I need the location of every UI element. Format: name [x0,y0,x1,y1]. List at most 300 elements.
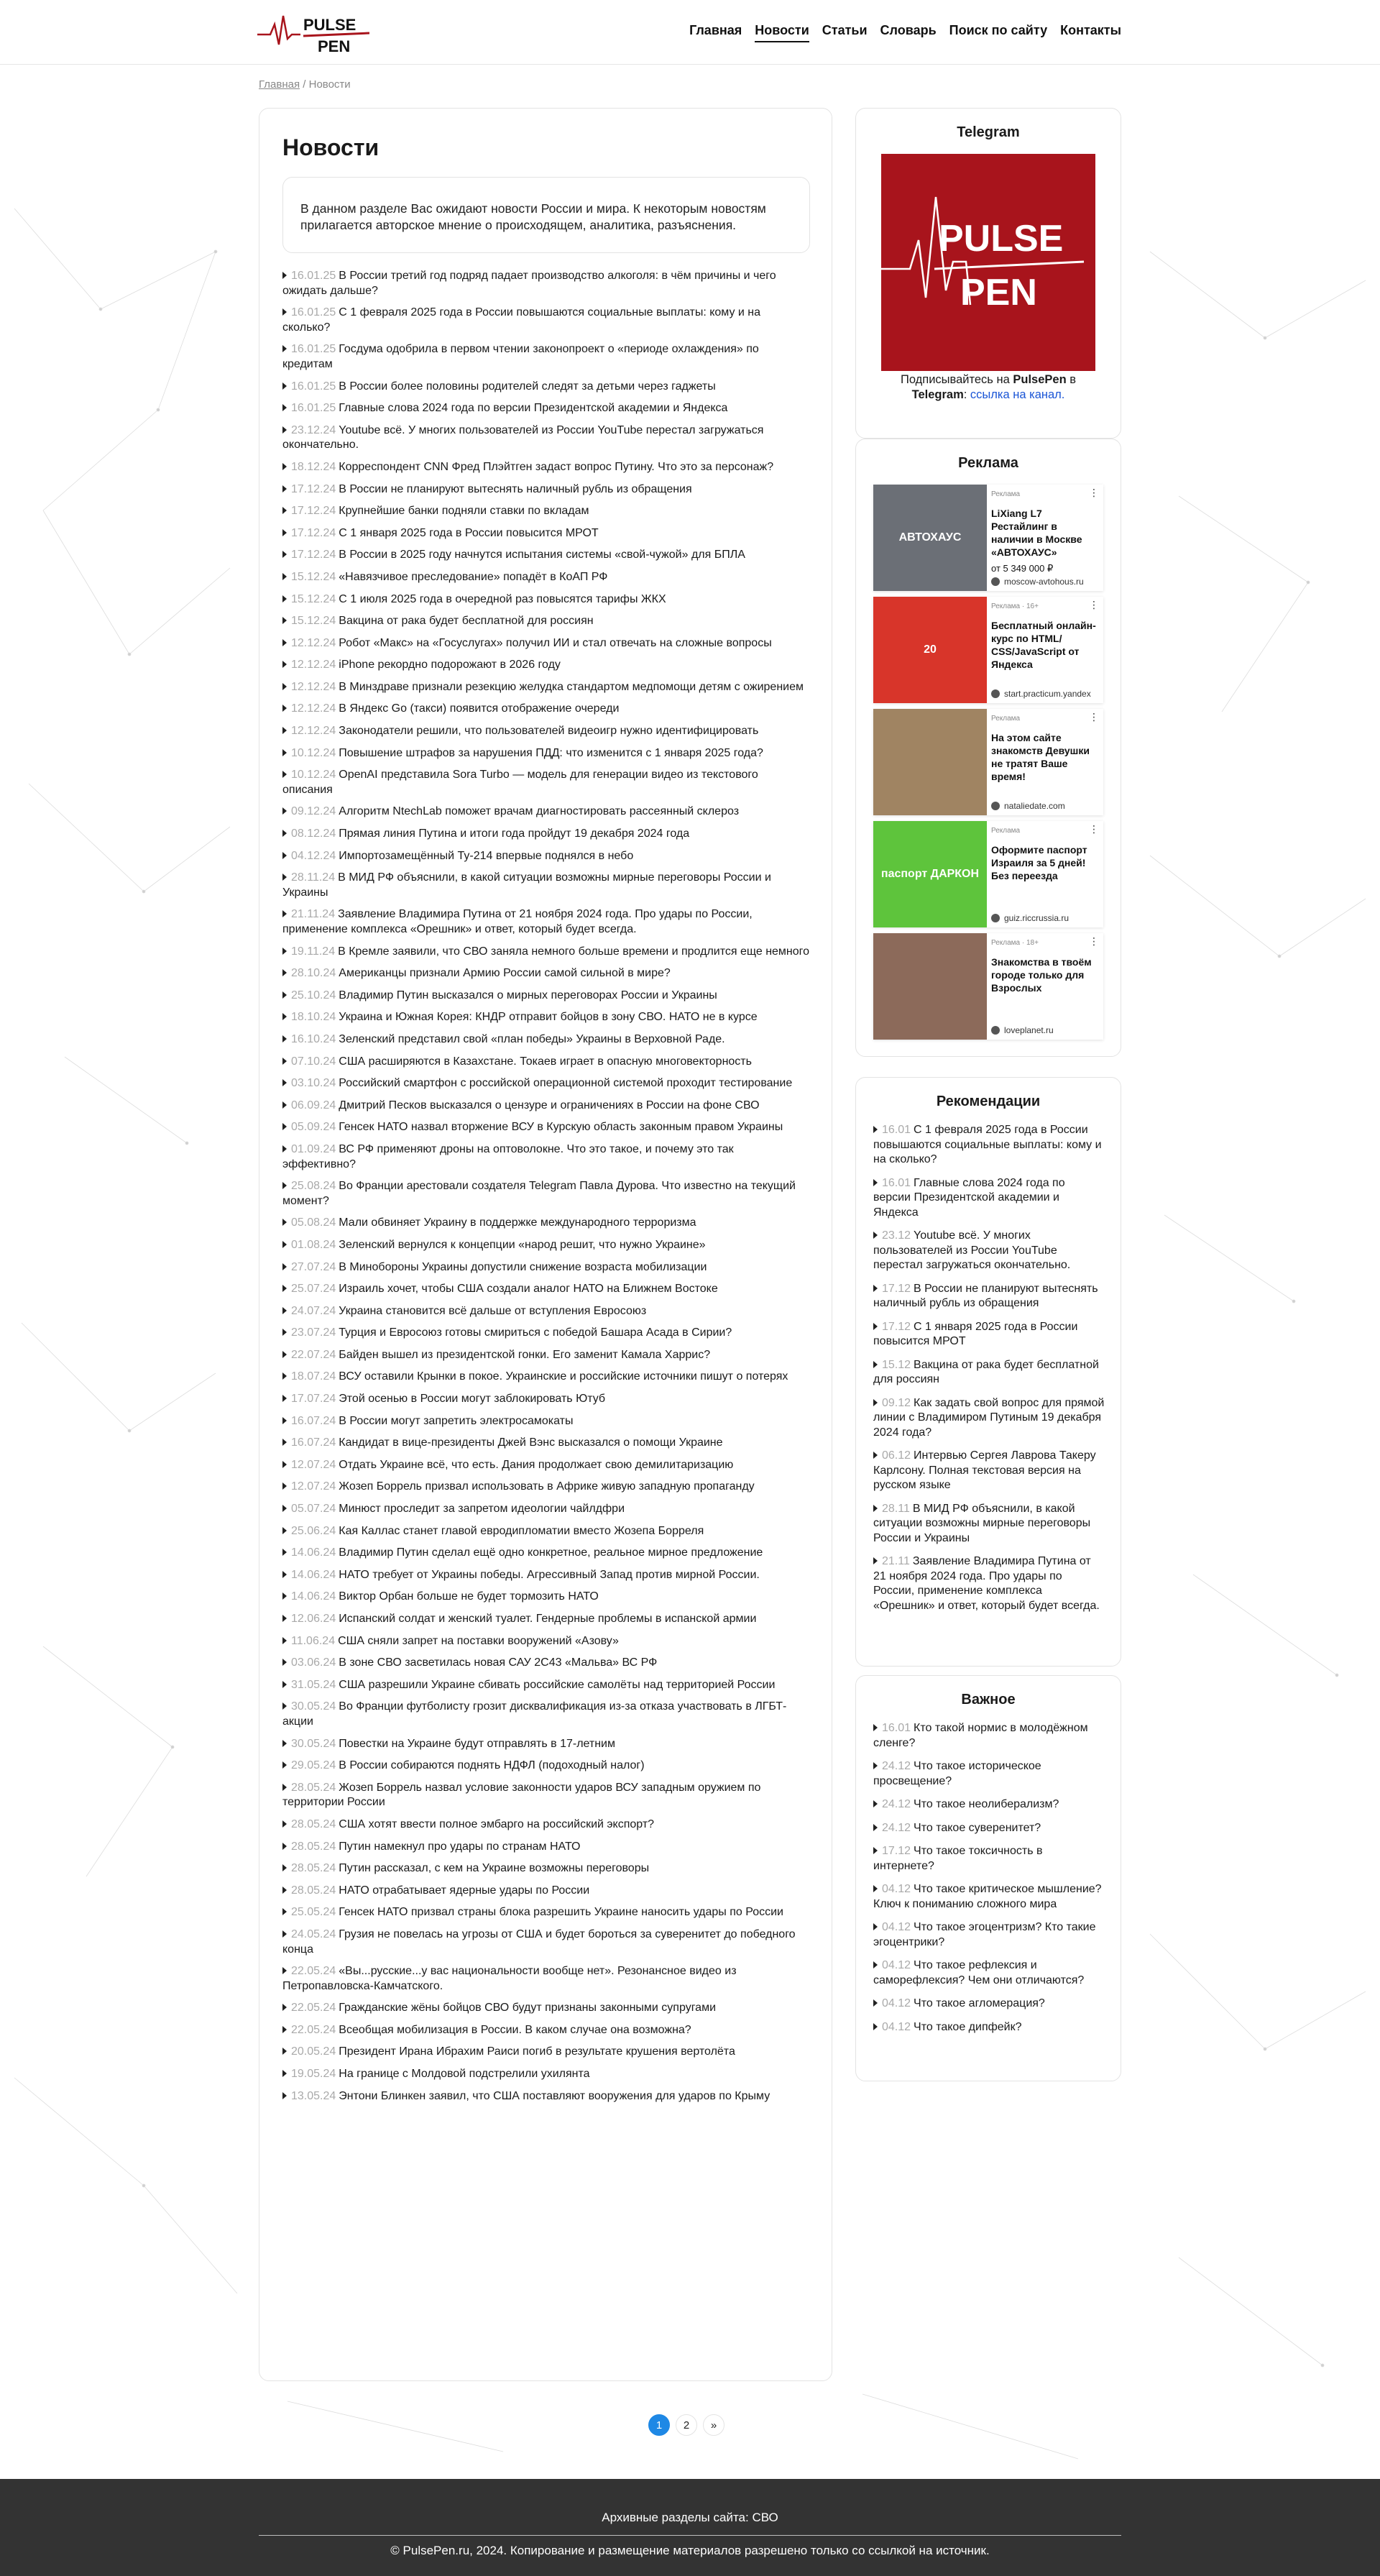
pagination [648,2414,724,2436]
news-date: 12.07.24 [291,1458,336,1471]
recommend-item[interactable] [873,1176,1105,1221]
news-date: 14.06.24 [291,1568,336,1581]
recommend-item[interactable] [873,1554,1105,1613]
news-title-link[interactable]: iPhone рекордно подорожают в 2026 году [339,659,561,671]
ad-title[interactable]: LiXiang L7 Рестайлинг в наличии в Москве «АВТОХАУС» [991,508,1082,558]
news-item[interactable] [282,614,810,629]
news-title-link[interactable]: ВСУ оставили Крынки в покое. Украинские и российские источники пишут о потерях [339,1370,788,1383]
news-item[interactable] [282,1120,810,1135]
news-item[interactable] [282,1964,810,1994]
breadcrumb-current: Новости [308,78,351,91]
news-item[interactable] [282,1524,810,1539]
news-date: 30.05.24 [291,1737,336,1750]
news-title-link[interactable]: Зеленский вернулся к концепции «народ решит, что нужно Украине» [339,1238,706,1251]
ad-body [987,597,1103,703]
important-item[interactable] [873,1721,1105,1751]
news-title-link[interactable]: OpenAI представила Sora Turbo — модель для генерации видео из текстового описания [282,769,758,796]
important-link[interactable]: Что такое историческое просвещение? [873,1760,1041,1787]
news-item[interactable] [282,1590,810,1605]
news-date: 16.01.25 [291,380,336,393]
news-title-link[interactable]: США разрешили Украине сбивать российские самолёты над территорией России [339,1678,776,1691]
news-title-link[interactable]: США сняли запрет на поставки вооружений «Азову» [338,1634,619,1647]
news-item[interactable] [282,526,810,541]
important-item[interactable] [873,1958,1105,1988]
recommendations-title: Рекомендации [936,1094,1041,1109]
important-link[interactable]: Что такое неолиберализм? [914,1798,1059,1810]
news-item[interactable] [282,1260,810,1275]
news-date: 25.07.24 [291,1283,336,1296]
news-item[interactable] [282,2001,810,2016]
news-date: 23.12.24 [291,423,336,436]
news-item[interactable] [282,306,810,335]
important-item[interactable] [873,1821,1105,1836]
news-title-link[interactable]: Крупнейшие банки подняли ставки по вкладам [339,505,589,518]
news-title-link[interactable]: Американцы признали Армию России самой сильной в мире? [339,967,671,980]
breadcrumb-separator: / [300,78,309,91]
news-item[interactable] [282,871,810,900]
important-item[interactable] [873,1920,1105,1950]
news-item[interactable] [282,746,810,761]
news-title-link[interactable]: Жозеп Боррель призвал использовать в Африке живую западную пропаганду [339,1480,755,1493]
important-link[interactable]: Что такое токсичность в интернете? [873,1845,1043,1872]
news-title-link[interactable]: «Навязчивое преследование» попадёт в КоАП РФ [339,570,608,583]
news-date: 28.05.24 [291,1862,336,1875]
important-widget [855,1675,1121,2081]
news-title-link[interactable]: В Минобороны Украины допустили снижение возраста мобилизации [339,1260,707,1273]
intro-box: В данном разделе Вас ожидают новости России и мира. К некоторым новостям прилагается авторское мнение о происходящем, аналитика, разъяснения. [282,177,810,253]
news-item[interactable] [282,1905,810,1920]
news-item[interactable] [282,1458,810,1473]
news-item[interactable] [282,1326,810,1341]
news-item[interactable] [282,1700,810,1729]
news-date: 16.10.24 [291,1032,336,1045]
news-date: 16.01.25 [291,270,336,282]
news-title-link[interactable]: Украина и Южная Корея: КНДР отправит бойцов в зону СВО. НАТО не в курсе [339,1011,758,1024]
news-item[interactable] [282,570,810,585]
news-item[interactable] [282,1861,810,1876]
news-title-link[interactable]: Этой осенью в России могут заблокировать Ютуб [339,1393,606,1406]
news-title-link[interactable]: Вакцина от рака будет бесплатной для россиян [339,615,594,628]
recommend-date: 06.12 [882,1449,911,1462]
news-title-link[interactable]: Всеобщая мобилизация в России. В каком случае она возможна? [339,2023,691,2036]
ad-tag: Реклама · 18+ [991,939,1039,947]
news-title-link[interactable]: США хотят ввести полное эмбарго на российский экспорт? [339,1818,655,1830]
important-link[interactable]: Что такое суверенитет? [914,1821,1041,1834]
important-item[interactable] [873,2020,1105,2035]
news-item[interactable] [282,1818,810,1833]
news-date: 13.05.24 [291,2089,336,2102]
more-options-icon[interactable]: ⋮ [1089,935,1099,947]
news-item[interactable] [282,702,810,717]
news-item[interactable] [282,504,810,519]
news-item[interactable] [282,1348,810,1363]
important-item[interactable] [873,1759,1105,1789]
news-title-link[interactable]: Кандидат в вице-президенты Джей Вэнс высказался о помощи Украине [339,1436,723,1449]
recommend-link[interactable]: Заявление Владимира Путина от 21 ноября 2024 года. Про удары по России, применение комплекса «Орешник» и ответ, который будет всегда. [873,1555,1100,1612]
ad-card[interactable] [873,933,1103,1040]
news-item[interactable] [282,423,810,453]
news-title-link[interactable]: В зоне СВО засветилась новая САУ 2С43 «Мальва» ВС РФ [339,1656,658,1669]
news-title-link[interactable]: Отдать Украине всё, что есть. Дания продолжает свою демилитаризацию [339,1458,734,1471]
news-date: 04.12.24 [291,849,336,862]
news-item[interactable] [282,1076,810,1091]
ad-title[interactable]: Бесплатный онлайн-курс по HTML/ CSS/JavaScript от Яндекса [991,620,1096,670]
news-title-link[interactable]: Гражданские жёны бойцов СВО будут признаны законными супругами [339,2002,717,2014]
more-options-icon[interactable]: ⋮ [1089,599,1099,610]
news-title-link[interactable]: Украина становится всё дальше от вступления Евросоюз [339,1304,647,1317]
important-title: Важное [961,1692,1016,1708]
news-date: 03.10.24 [291,1077,336,1090]
news-item[interactable] [282,1737,810,1752]
recommend-link[interactable]: Главные слова 2024 года по версии Президентской академии и Яндекса [873,1176,1065,1219]
news-item[interactable] [282,1781,810,1810]
news-title-link[interactable]: Заявление Владимира Путина от 21 ноября 2024 года. Про удары по России, применение комплекса «Орешник» и ответ, который будет всегда. [282,908,753,935]
news-title-link[interactable]: В России третий год подряд падает производство алкоголя: в чём причины и чего ожидать дальше? [282,270,776,297]
svg-text:PEN: PEN [318,37,351,55]
news-title-link[interactable]: В России не планируют вытеснять наличный рубль из обращения [339,482,692,495]
news-item[interactable] [282,342,810,372]
pulsepen-logo[interactable] [257,10,369,55]
recommend-item[interactable] [873,1502,1105,1546]
news-item[interactable] [282,768,810,797]
telegram-text-colon: : [963,388,970,401]
news-date: 31.05.24 [291,1678,336,1691]
important-link[interactable]: Что такое рефлексия и саморефлексия? Чем они отличаются? [873,1959,1085,1986]
news-item[interactable] [282,1480,810,1495]
important-link[interactable]: Что такое агломерация? [914,1997,1045,2009]
recommend-item[interactable] [873,1123,1105,1168]
telegram-channel-logo[interactable] [881,154,1095,371]
news-title-link[interactable]: Испанский солдат и женский туалет. Гендерные проблемы в испанской армии [339,1613,757,1625]
important-item[interactable] [873,1797,1105,1812]
news-date: 28.05.24 [291,1840,336,1853]
recommend-link[interactable]: Интервью Сергея Лаврова Такеру Карлсону. Полная текстовая версия на русском языке [873,1449,1096,1491]
nav-link-4[interactable]: Поиск по сайту [949,23,1048,37]
news-title-link[interactable]: Минюст проследит за запретом идеологии чайлдфри [339,1503,625,1516]
news-title-link[interactable]: Израиль хочет, чтобы США создали аналог НАТО на Ближнем Востоке [339,1283,718,1296]
news-item[interactable] [282,482,810,498]
news-title-link[interactable]: НАТО отрабатывает ядерные удары по России [339,1884,590,1897]
news-date: 05.08.24 [291,1216,336,1229]
page-button-0[interactable]: 1 [648,2414,670,2436]
page-title: Новости [282,134,380,160]
news-item[interactable] [282,1612,810,1627]
recommend-item[interactable] [873,1358,1105,1388]
news-title-link[interactable]: Владимир Путин высказался о мирных переговорах России и Украины [339,989,717,1001]
news-item[interactable] [282,1414,810,1429]
news-item[interactable] [282,907,810,937]
news-item[interactable] [282,2067,810,2082]
telegram-channel-link[interactable]: ссылка на канал. [970,388,1065,401]
news-title-link[interactable]: С 1 июля 2025 года в очередной раз повысятся тарифы ЖКХ [339,592,666,605]
news-date: 22.05.24 [291,2023,336,2036]
news-date: 19.05.24 [291,2068,336,2081]
news-title-link[interactable]: «Вы...русские...у вас национальности вообще нет». Резонансное видео из Петропавловска-Камчатского. [282,1965,737,1992]
news-title-link[interactable]: В Кремле заявили, что СВО заняла немного больше времени и продлится еще немного [338,945,810,958]
important-list [856,1721,1121,2035]
news-item[interactable] [282,827,810,842]
news-date: 22.05.24 [291,2002,336,2014]
recommend-date: 21.11 [882,1555,910,1567]
news-item[interactable] [282,1216,810,1231]
news-title-link[interactable]: Виктор Орбан больше не будет тормозить НАТО [339,1590,599,1603]
news-item[interactable] [282,805,810,820]
news-title-link[interactable]: Генсек НАТО назвал вторжение ВСУ в Курскую область законным правом Украины [339,1121,783,1134]
news-title-link[interactable]: НАТО требует от Украины победы. Агрессивный Запад против мирной России. [339,1568,760,1581]
news-item[interactable] [282,1142,810,1172]
news-title-link[interactable]: США расширяются в Казахстане. Токаев играет в опасную многовекторность [339,1055,752,1068]
news-title-link[interactable]: Турция и Евросоюз готовы смириться с победой Башара Асада в Сирии? [339,1326,732,1339]
recommend-link[interactable]: С 1 января 2025 года в России повысится МРОТ [873,1320,1078,1347]
news-date: 16.01.25 [291,343,336,356]
news-item[interactable] [282,2023,810,2038]
news-title-link[interactable]: Президент Ирана Ибрахим Раиси погиб в результате крушения вертолёта [339,2045,735,2058]
ad-source[interactable]: loveplanet.ru [991,1025,1099,1035]
news-item[interactable] [282,1678,810,1693]
news-item[interactable] [282,1099,810,1114]
recommend-item[interactable] [873,1320,1105,1349]
more-options-icon[interactable]: ⋮ [1089,711,1099,723]
ad-image[interactable] [873,709,987,815]
important-link[interactable]: Что такое критическое мышление? Ключ к пониманию сложного мира [873,1883,1102,1910]
news-item[interactable] [282,945,810,960]
news-title-link[interactable]: В России собираются поднять НДФЛ (подоходный налог) [339,1759,645,1772]
news-date: 12.12.24 [291,702,336,715]
recommend-date: 15.12 [882,1358,911,1371]
news-item[interactable] [282,1055,810,1070]
ad-title[interactable]: На этом сайте знакомств Девушки не тратят Ваше время! [991,732,1090,782]
news-date: 18.07.24 [291,1370,336,1383]
ad-price: от 5 349 000 ₽ [991,563,1054,574]
news-item[interactable] [282,1656,810,1671]
news-date: 15.12.24 [291,570,336,583]
news-date: 29.05.24 [291,1759,336,1772]
news-date: 12.12.24 [291,725,336,738]
news-date: 17.12.24 [291,526,336,539]
news-date: 14.06.24 [291,1590,336,1603]
news-title-link[interactable]: С 1 февраля 2025 года в России повышаются социальные выплаты: кому и на сколько? [282,306,761,334]
page-button-1[interactable]: 2 [676,2414,697,2436]
news-title-link[interactable]: Зеленский представил свой «план победы» Украины в Верховной Раде. [339,1032,725,1045]
news-item[interactable] [282,989,810,1004]
news-title-link[interactable]: Владимир Путин сделал ещё одно конкретное, реальное мирное предложение [339,1546,763,1559]
news-item[interactable] [282,724,810,739]
news-title-link[interactable]: Алгоритм NtechLab поможет врачам диагностировать рассеянный склероз [339,805,740,818]
svg-text:PEN: PEN [960,272,1037,313]
news-title-link[interactable]: Во Франции футболисту грозит дисквалификация из-за отказа участвовать в ЛГБТ-акции [282,1700,787,1728]
news-item[interactable] [282,1436,810,1451]
nav-link-3[interactable]: Словарь [880,23,937,37]
recommend-link[interactable]: Youtube всё. У многих пользователей из России YouTube перестал загружаться окончательно. [873,1229,1071,1271]
news-title-link[interactable]: В МИД РФ объяснили, в какой ситуации возможны мирные переговоры России и Украины [282,871,771,899]
news-item[interactable] [282,1304,810,1319]
news-date: 28.10.24 [291,967,336,980]
news-title-link[interactable]: В России могут запретить электросамокаты [339,1414,574,1427]
news-item[interactable] [282,1634,810,1649]
news-item[interactable] [282,380,810,395]
more-options-icon[interactable]: ⋮ [1089,487,1099,498]
ad-image[interactable] [873,933,987,1040]
news-date: 17.12.24 [291,549,336,562]
news-item[interactable] [282,1759,810,1774]
news-title-link[interactable]: В России в 2025 году начнутся испытания системы «свой-чужой» для БПЛА [339,549,745,562]
news-item[interactable] [282,1568,810,1583]
news-item[interactable] [282,401,810,416]
recommendations-list [856,1123,1121,1613]
ad-title[interactable]: Оформите паспорт Израиля за 5 дней! Без переезда [991,844,1087,881]
ad-source[interactable]: guiz.riccrussia.ru [991,913,1099,923]
news-title-link[interactable]: ВС РФ применяют дроны на оптоволокне. Что это такое, и почему это так эффективно? [282,1142,734,1170]
news-item[interactable] [282,2089,810,2104]
news-date: 21.11.24 [291,908,336,921]
news-item[interactable] [282,1282,810,1297]
news-title-link[interactable]: Законодатели решили, что пользователей видеоигр нужно идентифицировать [339,725,759,738]
nav-link-2[interactable]: Статьи [822,23,868,37]
news-title-link[interactable]: Корреспондент CNN Фред Плэйтген задаст вопрос Путину. Что это за персонаж? [339,460,774,473]
recommend-item[interactable] [873,1229,1105,1273]
news-title-link[interactable]: Дмитрий Песков высказался о цензуре и ограничениях в России на фоне СВО [339,1099,760,1111]
ad-card[interactable] [873,597,1103,703]
ad-image-label: 20 [924,643,937,656]
ad-tag: Реклама · 16+ [991,602,1039,610]
important-item[interactable] [873,1997,1105,2012]
news-item[interactable] [282,1179,810,1209]
page-button-2[interactable]: » [703,2414,724,2436]
ads-title: Реклама [958,455,1018,471]
important-link[interactable]: Кто такой нормис в молодёжном сленге? [873,1722,1088,1749]
important-item[interactable] [873,1882,1105,1912]
nav-link-1[interactable]: Новости [755,23,809,42]
news-date: 23.07.24 [291,1326,336,1339]
news-item[interactable] [282,592,810,608]
news-title-link[interactable]: На границе с Молдовой подстрелили ухилянта [339,2068,590,2081]
ad-card[interactable] [873,485,1103,591]
news-title-link[interactable]: Во Франции арестовали создателя Telegram Павла Дурова. Что известно на текущий момент? [282,1180,796,1207]
ad-image[interactable] [873,821,987,927]
ad-card[interactable] [873,821,1103,927]
news-title-link[interactable]: Жозеп Боррель назвал условие законности ударов ВСУ западным оружием по территории России [282,1781,761,1809]
news-title-link[interactable]: В Минздраве признали резекцию желудка стандартом медпомощи детям с ожирением [339,680,804,693]
news-title-link[interactable]: Прямая линия Путина и итоги года пройдут 19 декабря 2024 года [339,828,690,840]
ad-image[interactable] [873,597,987,703]
news-date: 27.07.24 [291,1260,336,1273]
news-title-link[interactable]: Главные слова 2024 года по версии Президентской академии и Яндекса [339,402,728,415]
news-item[interactable] [282,1238,810,1253]
news-item[interactable] [282,269,810,298]
recommend-link[interactable]: В МИД РФ объяснили, в какой ситуации возможны мирные переговоры России и Украины [873,1502,1091,1544]
news-item[interactable] [282,548,810,563]
news-date: 08.12.24 [291,828,336,840]
important-link[interactable]: Что такое эгоцентризм? Кто такие эгоцентрики? [873,1921,1096,1948]
news-title-link[interactable]: Путин намекнул про удары по странам НАТО [339,1840,581,1853]
news-title-link[interactable]: Генсек НАТО призвал страны блока разрешить Украине наносить удары по России [339,1906,783,1919]
news-item[interactable] [282,1840,810,1855]
news-date: 28.05.24 [291,1884,336,1897]
ad-source[interactable]: nataliedate.com [991,801,1099,811]
ad-image-label: АВТОХАУС [898,531,962,544]
news-date: 28.05.24 [291,1781,336,1794]
important-link[interactable]: Что такое дипфейк? [914,2020,1022,2033]
footer-archive-link-svo[interactable]: СВО [752,2511,778,2524]
recommend-item[interactable] [873,1449,1105,1493]
news-item[interactable] [282,1392,810,1407]
recommend-item[interactable] [873,1282,1105,1311]
footer-archive-label: Архивные разделы сайта: [602,2511,753,2524]
news-title-link[interactable]: Российский смартфон с российской операционной системой проходит тестирование [339,1077,793,1090]
more-options-icon[interactable]: ⋮ [1089,823,1099,835]
ad-title[interactable]: Знакомства в твоём городе только для Взрослых [991,956,1092,994]
news-item[interactable] [282,1502,810,1517]
telegram-title: Telegram [957,124,1020,140]
news-title-link[interactable]: Повестки на Украине будут отправлять в 17-летним [339,1737,615,1750]
news-title-link[interactable]: Повышение штрафов за нарушения ПДД: что изменится с 1 января 2025 года? [339,746,763,759]
news-title-link[interactable]: Импортозамещённый Ту-214 впервые поднялся в небо [339,849,634,862]
site-header [0,0,1380,65]
news-title-link[interactable]: Госдума одобрила в первом чтении законопроект о «периоде охлаждения» по кредитам [282,343,759,370]
news-title-link[interactable]: В Яндекс Go (такси) появится отображение очереди [339,702,620,715]
news-title-link[interactable]: Грузия не повелась на угрозы от США и будет бороться за суверенитет до победного конца [282,1928,796,1956]
ad-source[interactable]: moscow-avtohous.ru [991,577,1099,587]
news-item[interactable] [282,1032,810,1048]
news-date: 16.01.25 [291,306,336,319]
recommend-link[interactable]: В России не планируют вытеснять наличный рубль из обращения [873,1282,1098,1309]
nav-link-0[interactable]: Главная [689,23,742,37]
news-title-link[interactable]: Мали обвиняет Украину в поддержке международного терроризма [339,1216,696,1229]
news-item[interactable] [282,966,810,981]
news-main-card [259,108,832,2381]
news-item[interactable] [282,1010,810,1025]
recommend-link[interactable]: С 1 февраля 2025 года в России повышаются социальные выплаты: кому и на сколько? [873,1124,1102,1165]
ad-card[interactable] [873,709,1103,815]
important-date: 24.12 [882,1798,911,1810]
main-nav [689,23,1121,42]
news-date: 24.05.24 [291,1928,336,1940]
recommend-link[interactable]: Вакцина от рака будет бесплатной для россиян [873,1358,1099,1385]
ad-tag: Реклама [991,827,1021,835]
news-item[interactable] [282,849,810,864]
news-title-link[interactable]: Робот «Макс» на «Госуслугах» получил ИИ и стал отвечать на сложные вопросы [339,636,772,649]
news-date: 01.09.24 [291,1142,336,1155]
news-title-link[interactable]: В России более половины родителей следят за детьми через гаджеты [339,380,716,393]
news-date: 07.10.24 [291,1055,336,1068]
important-item[interactable] [873,1844,1105,1874]
news-title-link[interactable]: Байден вышел из президентской гонки. Его заменит Камала Харрис? [339,1348,711,1361]
news-item[interactable] [282,1928,810,1957]
ad-image[interactable] [873,485,987,591]
breadcrumb [259,78,351,91]
recommend-link[interactable]: Как задать свой вопрос для прямой линии с Владимиром Путиным 19 декабря 2024 года? [873,1396,1105,1439]
breadcrumb-home-link[interactable]: Главная [259,78,300,91]
news-title-link[interactable]: С 1 января 2025 года в России повысится МРОТ [339,526,599,539]
nav-link-5[interactable]: Контакты [1060,23,1121,37]
news-item[interactable] [282,636,810,651]
recommend-item[interactable] [873,1396,1105,1441]
news-title-link[interactable]: Youtube всё. У многих пользователей из России YouTube перестал загружаться окончательно. [282,423,764,452]
news-date: 10.12.24 [291,746,336,759]
news-item[interactable] [282,1370,810,1385]
ad-source[interactable]: start.practicum.yandex [991,689,1099,699]
ad-tag: Реклама [991,490,1021,498]
news-title-link[interactable]: Кая Каллас станет главой евродипломатии вместо Жозепа Борреля [339,1524,704,1537]
news-item[interactable] [282,680,810,695]
news-item[interactable] [282,1546,810,1561]
news-item[interactable] [282,1884,810,1899]
news-item[interactable] [282,2045,810,2060]
news-item[interactable] [282,460,810,475]
news-title-link[interactable]: Путин рассказал, с кем на Украине возможны переговоры [339,1862,650,1875]
news-item[interactable] [282,658,810,673]
news-title-link[interactable]: Энтони Блинкен заявил, что США поставляют вооружения для ударов по Крыму [339,2089,770,2102]
